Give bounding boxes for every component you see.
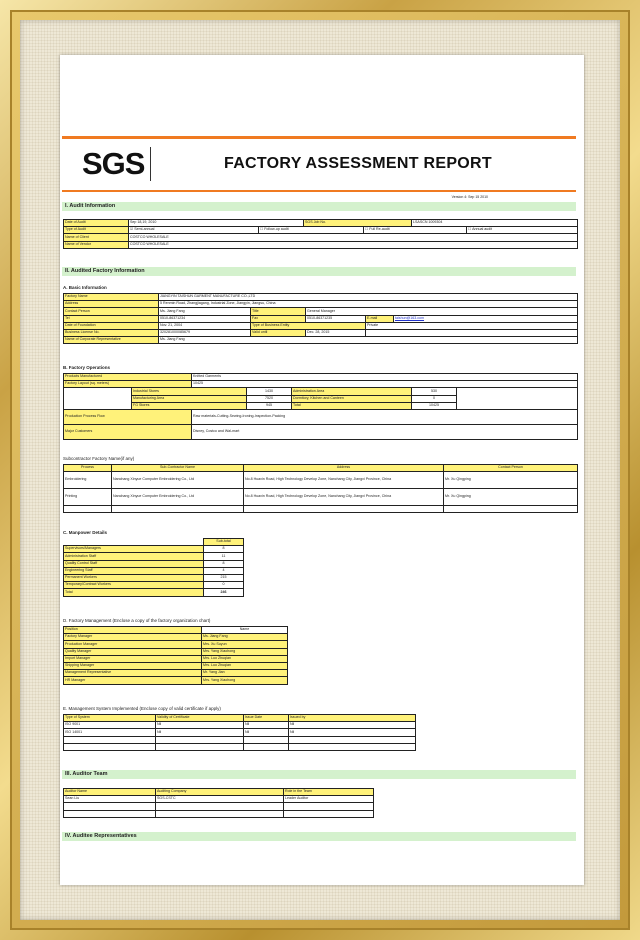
table-row: [64, 722, 416, 729]
mgmt-position: Shipping Manager: [64, 662, 202, 669]
empty-cell: [156, 736, 244, 743]
basic-info-table: [63, 293, 578, 344]
job-label: SGS Job No.: [304, 220, 412, 227]
table-row: [64, 743, 416, 750]
table-header-row: [64, 465, 578, 472]
column-header: Process: [64, 465, 112, 472]
table-row: [64, 381, 578, 388]
empty-cell: [64, 803, 156, 810]
corp-rep: Ms. Jiang Fang: [159, 337, 578, 344]
manpower-value: 8: [204, 560, 244, 567]
business: Private: [366, 322, 578, 329]
table-row: [64, 241, 578, 248]
client-label: Name of Client: [64, 234, 129, 241]
manpower-label: Permanent Workers: [64, 574, 204, 581]
manpower-value: 215: [204, 574, 244, 581]
table-row: [64, 301, 578, 308]
address: 5 Renmin Road, Zhangjiagang, Industrial Zone, Jiangyin, Jiangsu, China: [159, 301, 578, 308]
table-row: [64, 472, 578, 489]
factory-name: JIANGYIN TAISHUN GARMENT MANUFACTURE CO.,LTD: [159, 294, 578, 301]
empty-cell: [64, 539, 204, 546]
factory-name-label: Factory Name: [64, 294, 159, 301]
contact-label: Contact Person: [64, 308, 159, 315]
date-label: Date of Audit: [64, 220, 129, 227]
manpower-label: Temporary/Contract Workers: [64, 582, 204, 589]
table-row: [64, 589, 244, 596]
manpower-total: 246: [204, 589, 244, 596]
table-row: [64, 234, 578, 241]
section-auditee-reps: IV. Auditee Representatives: [62, 832, 576, 841]
empty-cell: [156, 810, 284, 817]
area-value: 1430: [247, 388, 292, 395]
table-row: [64, 409, 578, 424]
customers-label: Major Customers: [64, 424, 192, 439]
checkbox-icon[interactable]: ☐: [468, 227, 472, 232]
column-header: Type of System: [64, 715, 156, 722]
type-option: [259, 227, 364, 234]
table-header-row: [64, 789, 374, 796]
empty-cell: [444, 506, 578, 513]
email-link[interactable]: taishun@163.com: [395, 315, 425, 320]
empty-cell: [244, 506, 444, 513]
empty-cell: [112, 506, 244, 513]
table-row: [64, 662, 288, 669]
header-rule-top: [62, 136, 576, 139]
area-label: Administration Area: [292, 388, 412, 395]
logo-divider: [150, 147, 151, 181]
table-row: [64, 294, 578, 301]
subcon-address: No.8 Huaxin Road, High Technology Develop Zone, Nanchang City, Jiangxi Province, China: [244, 489, 444, 506]
table-row: [64, 670, 288, 677]
basic-info-heading: A. Basic Information: [63, 285, 107, 290]
tel-label: Tel: [64, 315, 159, 322]
column-header: Contact Person: [444, 465, 578, 472]
subcon-contact: Mr. Xu Qingping: [444, 472, 578, 489]
mgmt-name: Mrs. Yang Xiaohong: [202, 677, 288, 684]
table-row: [64, 424, 578, 439]
products: Knitted Garments: [192, 374, 578, 381]
checkbox-icon[interactable]: ☐: [365, 227, 369, 232]
table-row: [64, 374, 578, 381]
section-auditor-team: III. Auditor Team: [62, 770, 576, 779]
area-value: 10425: [412, 402, 457, 409]
auditor-role: Leader Auditor: [284, 796, 374, 803]
empty-cell: [64, 736, 156, 743]
empty-cell: [64, 506, 112, 513]
vendor-label: Name of Vendor: [64, 241, 129, 248]
type-option-label: Follow-up audit: [264, 227, 289, 232]
empty-cell: [289, 736, 416, 743]
table-row: [64, 574, 244, 581]
empty-cell: [156, 803, 284, 810]
system-type: ISO 9001: [64, 722, 156, 729]
position-header: Position: [64, 627, 202, 634]
column-header: Auditor Name: [64, 789, 156, 796]
table-header-row: [64, 627, 288, 634]
subcon-heading: Subcontractor Factory Name(if any): [63, 456, 135, 461]
foundation: Nov. 21, 2004: [159, 322, 251, 329]
business-label: Type of Business Entity: [251, 322, 366, 329]
valid: Dec. 28, 2015: [306, 329, 366, 336]
area-value: 0: [412, 395, 457, 402]
mgmt-position: Import Manager: [64, 655, 202, 662]
mgmt-name: Mrs. Xu Suyun: [202, 641, 288, 648]
column-header: Auditing Company: [156, 789, 284, 796]
license: 320281000085679: [159, 329, 251, 336]
operations-heading: B. Factory Operations: [63, 365, 111, 370]
area-value: 7520: [247, 395, 292, 402]
mgmt-position: Production Manager: [64, 641, 202, 648]
system-date: Nil: [244, 729, 289, 736]
section-factory-info: II. Audited Factory Information: [62, 267, 576, 276]
type-option: [467, 227, 578, 234]
table-row: [64, 308, 578, 315]
mgmt-system-table: [63, 714, 416, 751]
table-row: [64, 220, 578, 227]
column-header: Issue Date: [244, 715, 289, 722]
manpower-total-label: Total: [64, 589, 204, 596]
mgmt-name: Mr. Yang Jian: [202, 670, 288, 677]
type-option-label: Full Re-audit: [369, 227, 390, 232]
products-label: Products Manufactured: [64, 374, 192, 381]
system-validity: Nil: [156, 722, 244, 729]
fax: 0510-86371235: [306, 315, 366, 322]
corp-rep-label: Name of Corporate Representative: [64, 337, 159, 344]
table-row: [64, 227, 578, 234]
section-audit-info: I. Audit Information: [62, 202, 576, 211]
name-header: Name: [202, 627, 288, 634]
area-label: Industrial Stores: [132, 388, 247, 395]
subcontractor-table: [63, 464, 578, 513]
empty-cell: [156, 743, 244, 750]
empty-cell: [64, 810, 156, 817]
customers: Disney, Costco and Wal-mart: [192, 424, 578, 439]
report-title: FACTORY ASSESSMENT REPORT: [224, 155, 492, 172]
empty-cell: [64, 743, 156, 750]
mgmt-position: Management Representative: [64, 670, 202, 677]
tel: 0510-86371234: [159, 315, 251, 322]
mgmt-name: Mrs. Yang Xiaohong: [202, 648, 288, 655]
empty-cell: [457, 388, 578, 410]
process: Raw materials-Cutting-Sewing-Ironing-Inspection-Packing: [192, 409, 578, 424]
checkbox-icon[interactable]: ☑: [130, 227, 134, 232]
table-row: [64, 641, 288, 648]
type-option: [129, 227, 259, 234]
subcon-name: Nanchang Xinyue Computer Embroidering Co., Ltd: [112, 472, 244, 489]
table-header-row: [64, 715, 416, 722]
subcon-process: Printing: [64, 489, 112, 506]
system-date: Nil: [244, 722, 289, 729]
manpower-label: Administration Staff: [64, 553, 204, 560]
manpower-value: 4: [204, 567, 244, 574]
table-row: [64, 655, 288, 662]
email-label: E-mail: [366, 315, 394, 322]
operations-table: [63, 373, 578, 440]
table-row: [64, 553, 244, 560]
column-header: Validity of Certificate: [156, 715, 244, 722]
table-header-row: [64, 539, 244, 546]
license-label: Business License No.: [64, 329, 159, 336]
foundation-label: Date of Foundation: [64, 322, 159, 329]
contact-title: General Manager: [306, 308, 578, 315]
version-note: Version 4: Sep 15 2010: [451, 195, 488, 199]
layout-total: 10425: [192, 381, 578, 388]
subcon-address: No.8 Huaxin Road, High Technology Develop Zone, Nanchang City, Jiangxi Province, China: [244, 472, 444, 489]
manpower-heading: C. Manpower Details: [63, 530, 108, 535]
empty-cell: [244, 736, 289, 743]
table-row: [64, 736, 416, 743]
empty-cell: [366, 329, 578, 336]
empty-cell: [284, 803, 374, 810]
type-option: [364, 227, 467, 234]
table-row: [64, 677, 288, 684]
empty-cell: [289, 743, 416, 750]
table-row: [64, 567, 244, 574]
valid-label: Valid until: [251, 329, 306, 336]
auditor-team-table: [63, 788, 374, 818]
area-label: Dormitory, Kitchen and Canteen: [292, 395, 412, 402]
empty-cell: [64, 388, 132, 410]
manpower-value: 0: [204, 582, 244, 589]
table-row: [64, 648, 288, 655]
manpower-label: Quality Control Staff: [64, 560, 204, 567]
type-label: Type of Audit: [64, 227, 129, 234]
empty-cell: [284, 810, 374, 817]
manpower-value: 11: [204, 553, 244, 560]
management-heading: D. Factory Management (Enclose a copy of the factory organization chart): [63, 618, 211, 623]
mgmt-system-heading: E. Management System Implemented (Enclose copy of valid certificate if apply): [63, 706, 221, 711]
manpower-label: Supervisors/Managers: [64, 546, 204, 553]
report-page: [60, 55, 584, 885]
subcon-contact: Mr. Xu Qingping: [444, 489, 578, 506]
sgs-logo: SGS: [82, 146, 145, 181]
system-type: ISO 14001: [64, 729, 156, 736]
table-row: [64, 729, 416, 736]
column-header: Issued by: [289, 715, 416, 722]
audit-info-table: [63, 219, 578, 249]
table-row: [64, 506, 578, 513]
mgmt-position: Factory Manager: [64, 634, 202, 641]
subtotal-header: Sub-total: [204, 539, 244, 546]
table-row: [64, 388, 578, 395]
mgmt-name: Mrs. Luo Zhuqian: [202, 662, 288, 669]
table-row: [64, 322, 578, 329]
table-row: [64, 489, 578, 506]
area-label: Total: [292, 402, 412, 409]
title-label: Title: [251, 308, 306, 315]
mgmt-position: Quality Manager: [64, 648, 202, 655]
column-header: Role in the Team: [284, 789, 374, 796]
subcon-process: Embroidering: [64, 472, 112, 489]
system-validity: Nil: [156, 729, 244, 736]
email-cell: [394, 315, 578, 322]
mgmt-name: Mrs. Luo Zhuqian: [202, 655, 288, 662]
subcon-name: Nanchang Xinyue Computer Embroidering Co., Ltd: [112, 489, 244, 506]
job-value: LSASCN 1009304: [412, 220, 578, 227]
table-row: [64, 546, 244, 553]
system-issuer: Nil: [289, 729, 416, 736]
process-label: Production Process Flow: [64, 409, 192, 424]
table-row: [64, 337, 578, 344]
mgmt-name: Ms. Jiang Fang: [202, 634, 288, 641]
table-row: [64, 803, 374, 810]
contact: Ms. Jiang Fang: [159, 308, 251, 315]
manpower-label: Engineering Staff: [64, 567, 204, 574]
system-issuer: Nil: [289, 722, 416, 729]
table-row: [64, 315, 578, 322]
manpower-value: 8: [204, 546, 244, 553]
type-option-label: Annual audit: [472, 227, 493, 232]
client-value: COSTCO WHOLESALE: [129, 234, 578, 241]
auditor-company: SGS-CSTC: [156, 796, 284, 803]
header-rule-bottom: [62, 190, 576, 192]
fax-label: Fax: [251, 315, 306, 322]
table-row: [64, 634, 288, 641]
table-row: [64, 796, 374, 803]
checkbox-icon[interactable]: ☐: [260, 227, 264, 232]
type-option-label: Semi-annual: [134, 227, 155, 232]
table-row: [64, 582, 244, 589]
table-row: [64, 560, 244, 567]
area-value: 945: [247, 402, 292, 409]
empty-cell: [244, 743, 289, 750]
vendor-value: COSTCO WHOLESALE: [129, 241, 578, 248]
area-value: 530: [412, 388, 457, 395]
auditor-name: Sean Liu: [64, 796, 156, 803]
column-header: Address: [244, 465, 444, 472]
table-row: [64, 810, 374, 817]
area-label: Manufacturing Area: [132, 395, 247, 402]
management-table: [63, 626, 288, 685]
table-row: [64, 329, 578, 336]
address-label: Address: [64, 301, 159, 308]
column-header: Sub-Contractor Name: [112, 465, 244, 472]
layout-label: Factory Layout (sq. meters): [64, 381, 192, 388]
mgmt-position: HR Manager: [64, 677, 202, 684]
area-label: FG Stores: [132, 402, 247, 409]
date-value: Sep 18,19, 2010: [129, 220, 304, 227]
manpower-table: [63, 538, 244, 597]
